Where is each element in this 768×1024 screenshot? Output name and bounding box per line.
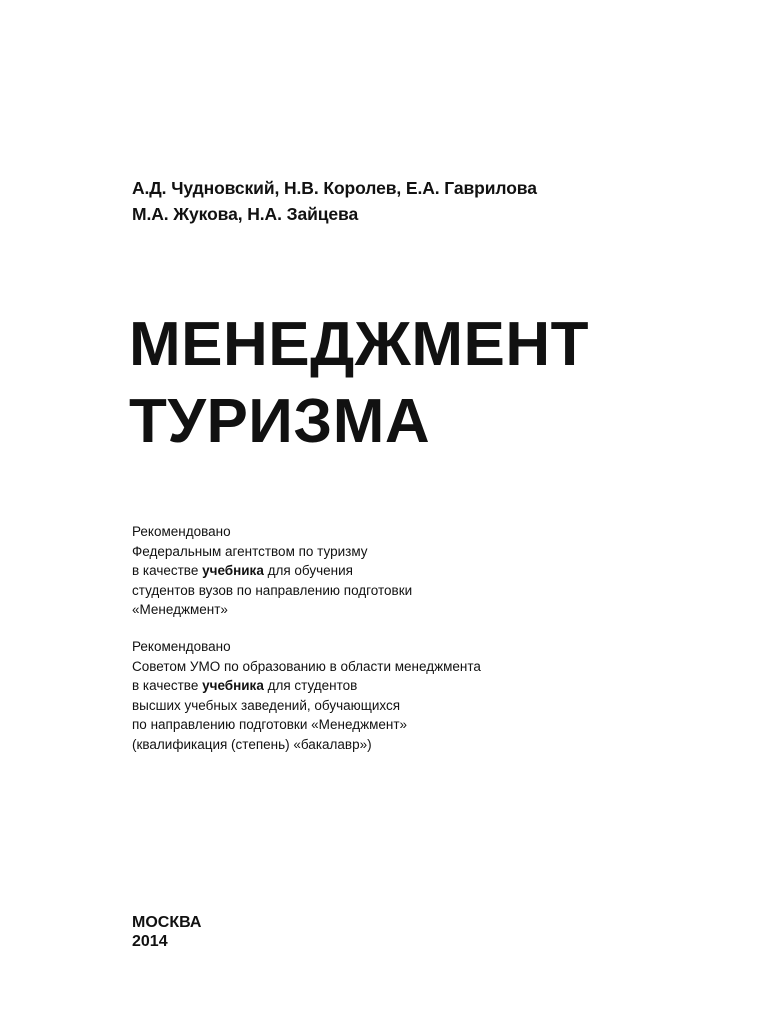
rec2-line-2: Советом УМО по образованию в области менеджмента <box>132 658 481 674</box>
authors-block <box>132 175 537 227</box>
rec1-line-3-prefix: в качестве <box>132 563 203 579</box>
rec2-line-4: высших учебных заведений, обучающихся <box>132 697 401 713</box>
imprint-city: МОСКВА <box>132 914 202 931</box>
rec2-line-3-bold: учебника <box>202 678 264 694</box>
rec1-line-5: «Менеджмент» <box>132 602 228 618</box>
rec1-line-4: студентов вузов по направлению подготовки <box>132 582 413 598</box>
rec2-line-6: (квалификация (степень) «бакалавр») <box>132 736 372 752</box>
rec2-line-3 <box>132 676 481 696</box>
recommendation-umo-council <box>132 637 481 755</box>
recommendation-federal-agency <box>132 522 412 620</box>
rec2-line-1: Рекомендовано <box>132 639 231 654</box>
rec2-line-3-suffix: для студентов <box>263 678 358 694</box>
rec1-line-3-bold: учебника <box>202 563 264 579</box>
rec1-line-3 <box>132 561 412 581</box>
authors-line-1: А.Д. Чудновский, Н.В. Королев, Е.А. Гаврилова <box>132 178 537 198</box>
rec1-line-2: Федеральным агентством по туризму <box>132 543 368 559</box>
rec1-line-3-suffix: для обучения <box>263 563 353 579</box>
authors-line-2: М.А. Жукова, Н.А. Зайцева <box>132 204 359 224</box>
title-line-2: ТУРИЗМА <box>129 387 431 456</box>
title-line-1: МЕНЕДЖМЕНТ <box>129 310 589 379</box>
rec1-line-1: Рекомендовано <box>132 524 231 539</box>
imprint-block <box>132 913 201 951</box>
book-title <box>129 306 589 460</box>
rec2-line-5: по направлению подготовки «Менеджмент» <box>132 717 408 733</box>
rec2-line-3-prefix: в качестве <box>132 678 203 694</box>
imprint-year: 2014 <box>132 933 168 950</box>
